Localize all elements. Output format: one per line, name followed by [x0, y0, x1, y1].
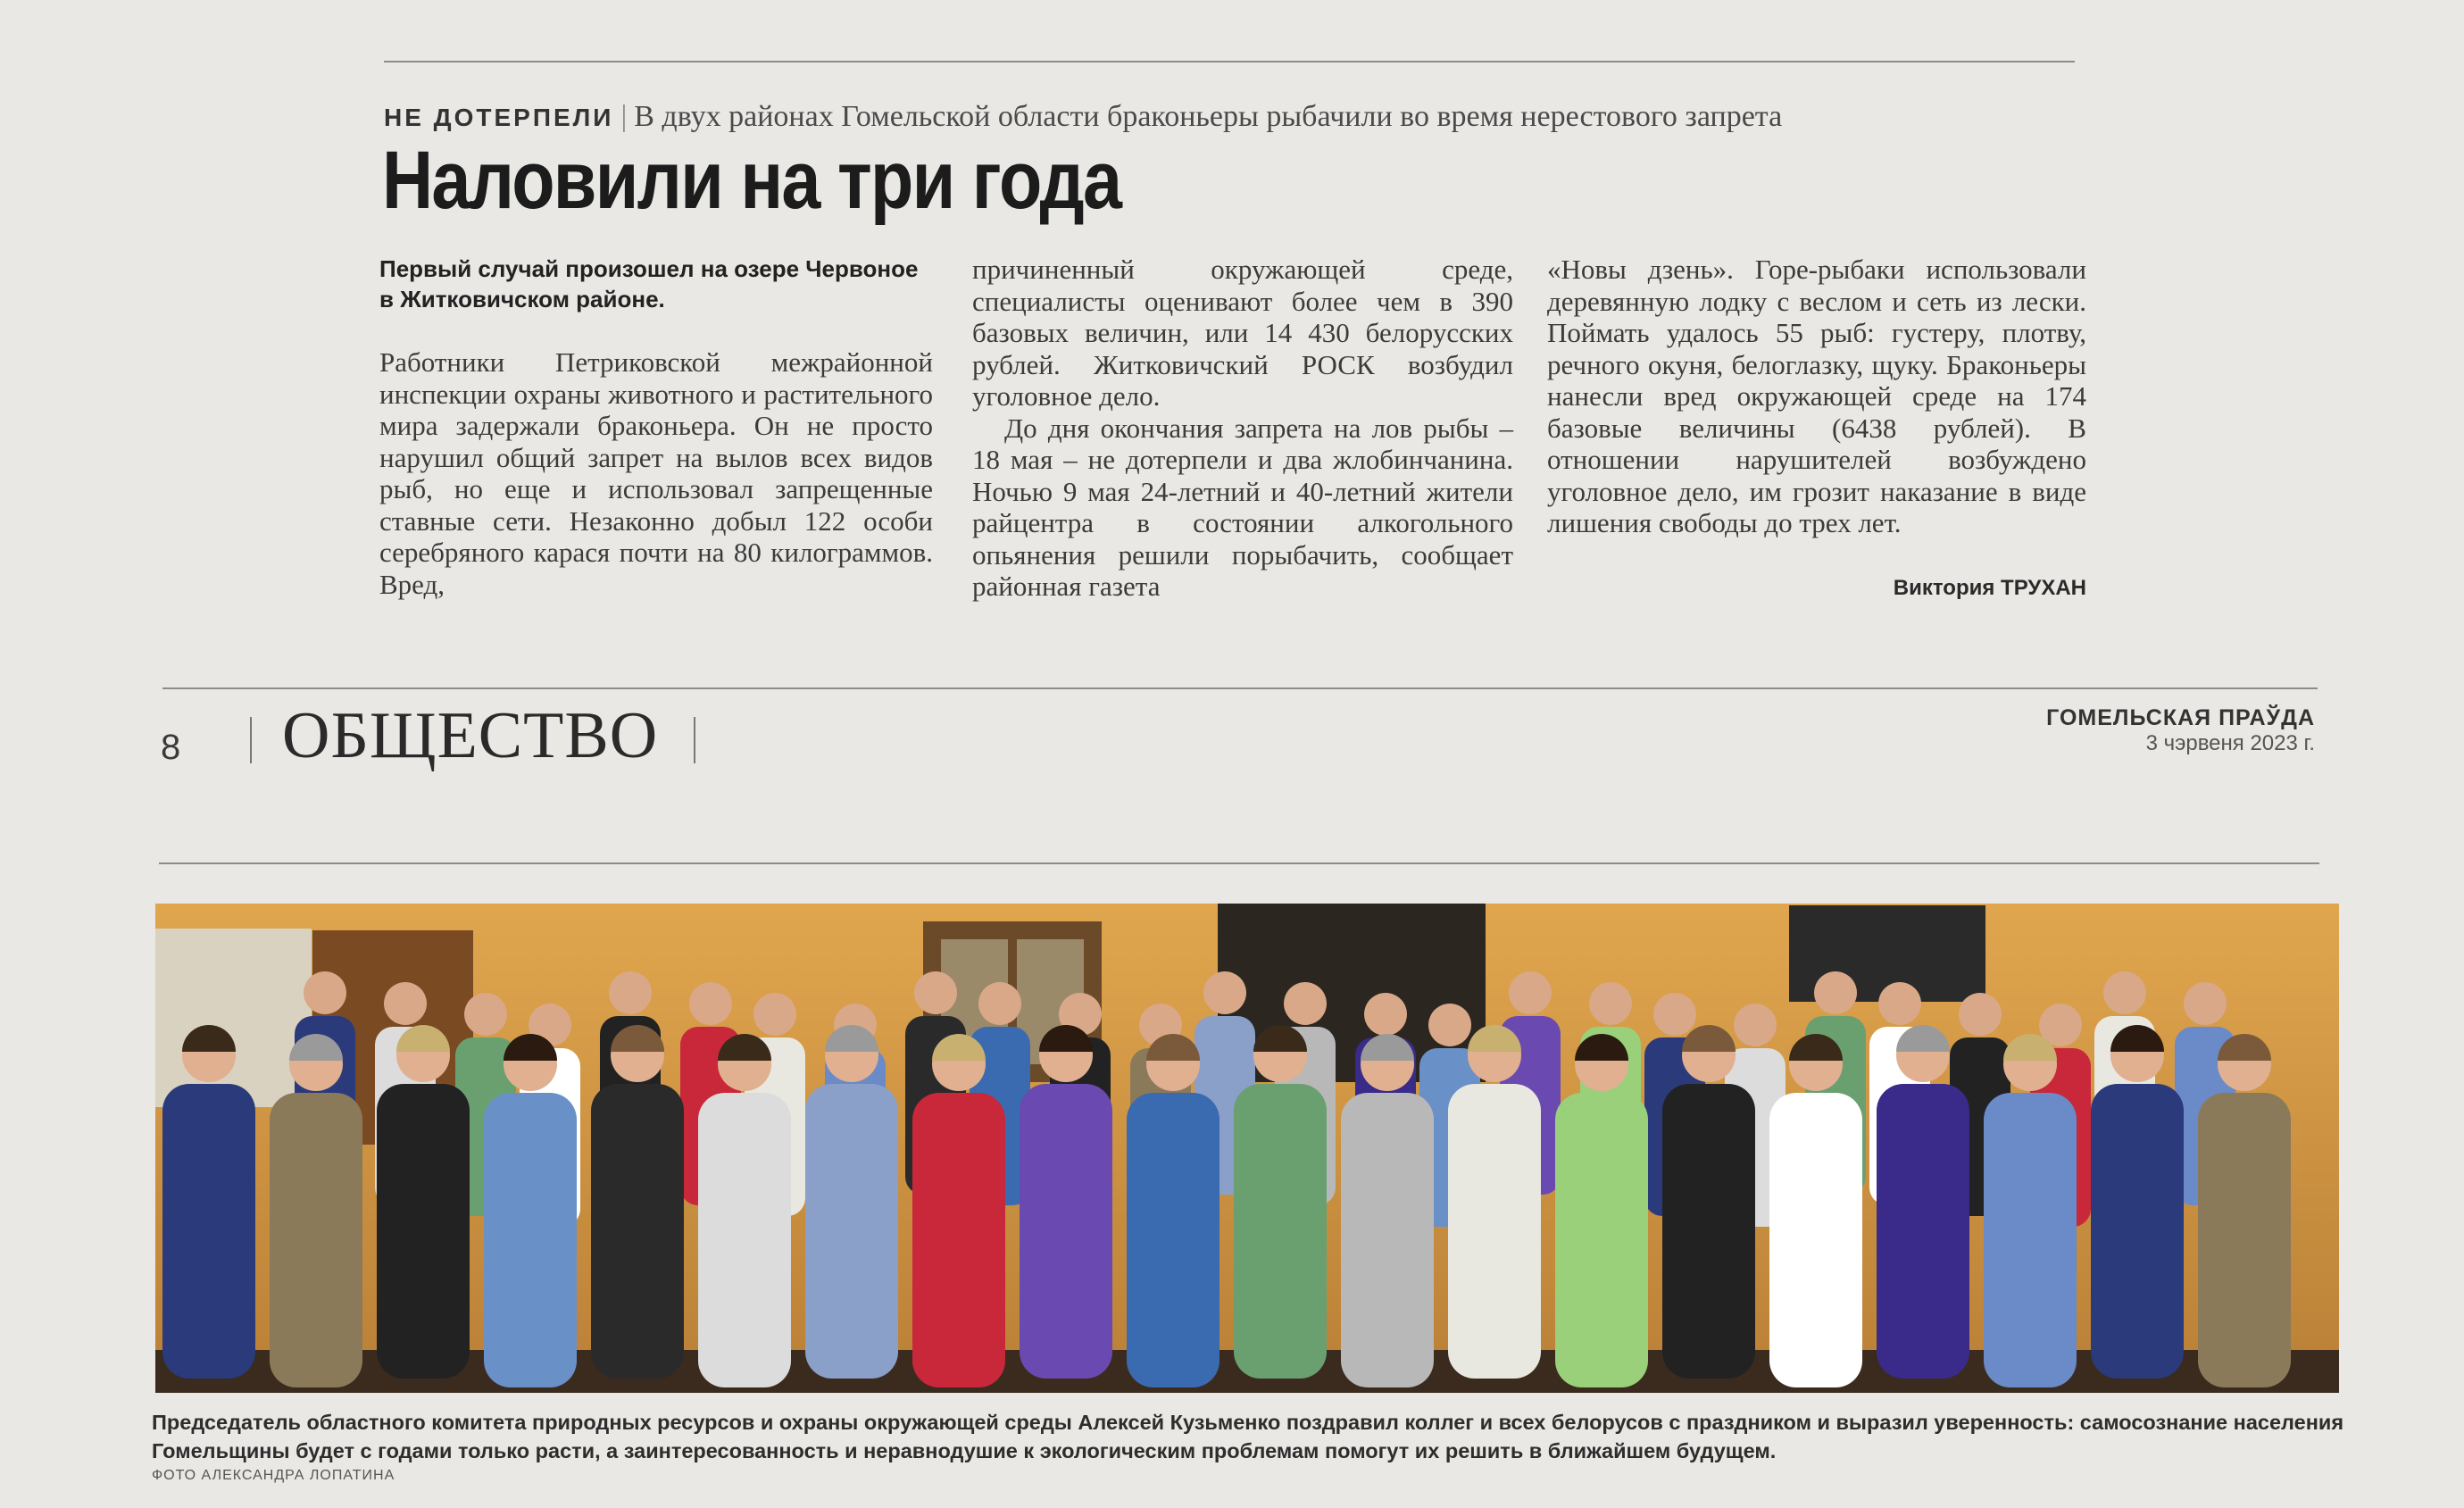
article-rubric: НЕ ДОТЕРПЕЛИ	[384, 104, 614, 131]
section-title: ОБЩЕСТВО	[282, 699, 659, 772]
article-column-1	[379, 254, 933, 600]
article-paragraph: причиненный окружающей среде, специалисты оценивают более чем в 390 базовых величин, или 14 430 белорусских рублей. Житковичский РОСК возбудил уголовное дело.	[972, 254, 1513, 412]
article-subhead: В двух районах Гомельской области браконьеры рыбачили во время нерестового запрета	[634, 100, 1783, 133]
photo-credit: ФОТО АЛЕКСАНДРА ЛОПАТИНА	[152, 1468, 395, 1483]
article-paragraph: Работники Петриковской межрайонной инспекции охраны животного и растительного мира задержали браконьера. Он не просто нарушил общий запрет на вылов всех видов рыб, но еще и использовал запрещенные ставные сети. Незаконно добыл 122 особи серебряного карася почти на 80 килограммов. Вред,	[379, 346, 933, 600]
header-top-rule	[162, 687, 2318, 689]
photo-caption: Председатель областного комитета природных ресурсов и охраны окружающей среды Алексей Кузьменко поздравил коллег и всех белорусов с праздником и выразил уверенность: самосознание населения Гомельщины будет с годами только расти, а заинтересованность и неравнодушие к экологическим проблемам помогут их решить в ближайшем будущем.	[152, 1411, 2344, 1462]
issue-date: 3 чэрвеня 2023 г.	[2145, 731, 2315, 755]
article-lead: Первый случай произошел на озере Червоное в Житковичском районе.	[379, 255, 919, 312]
header-divider	[694, 717, 695, 763]
article-headline: Наловили на три года	[382, 135, 1121, 226]
article-kicker	[384, 100, 1782, 134]
newspaper-name: ГОМЕЛЬСКАЯ ПРАЎДА	[2046, 705, 2315, 730]
article-paragraph: «Новы дзень». Горе-рыбаки использовали деревянную лодку с веслом и сеть из лески. Поймать удалось 55 рыб: густеру, плотву, речного окуня, белоглазку, щуку. Браконьеры нанесли вред окружающей среде на 174 базовые величины (6438 рублей). В отношении нарушителей возбуждено уголовное дело, им грозит наказание в виде лишения свободы до трех лет.	[1547, 254, 2086, 538]
article-paragraph: До дня окончания запрета на лов рыбы – 18 мая – не дотерпели и два жлобинчанина. Ночью 9 мая 24-летний и 40-летний жители райцентра в состоянии алкогольного опьянения решили порыбачить, сообщает районная газета	[972, 412, 1513, 602]
top-rule	[384, 61, 2075, 62]
header-divider	[250, 717, 252, 763]
kicker-separator: |	[620, 100, 628, 133]
group-photo	[155, 904, 2339, 1393]
header-bottom-rule	[159, 862, 2319, 864]
article-byline: Виктория ТРУХАН	[1893, 576, 2086, 600]
group-photo-illustration	[155, 904, 2339, 1393]
article-column-3	[1547, 254, 2086, 600]
newspaper-masthead	[2046, 705, 2315, 756]
article-column-2	[972, 254, 1513, 603]
page-number: 8	[161, 728, 181, 767]
